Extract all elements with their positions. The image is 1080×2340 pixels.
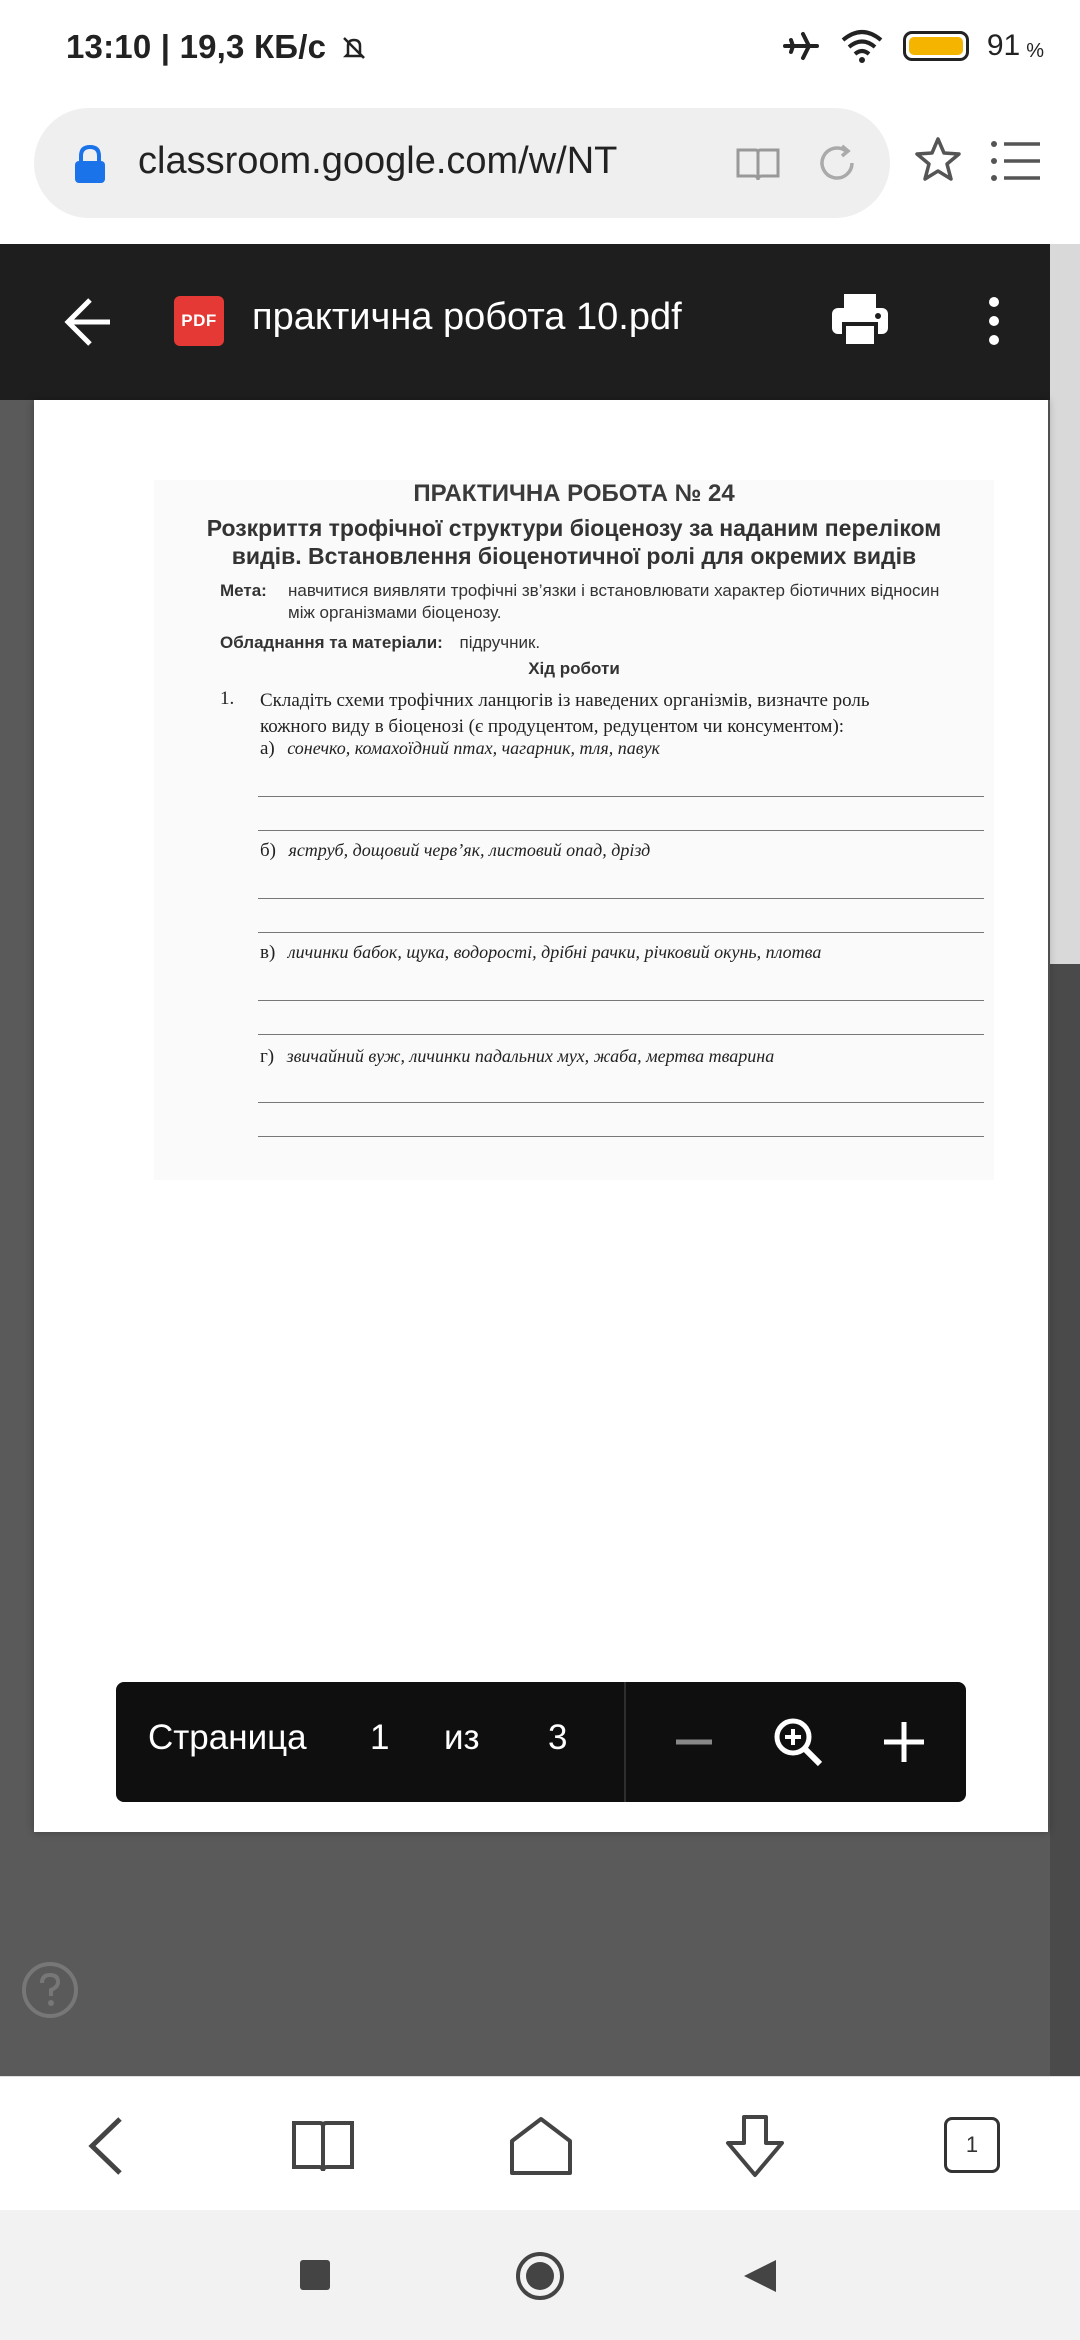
home-icon[interactable]	[506, 2113, 576, 2179]
task-item-a	[260, 738, 660, 760]
reader-mode-icon[interactable]	[734, 142, 782, 186]
task-text	[260, 688, 980, 740]
battery-icon	[903, 31, 969, 61]
total-pages: 3	[548, 1718, 568, 1757]
browser-bottom-nav	[0, 2076, 1080, 2210]
wifi-icon	[839, 26, 885, 66]
zoom-in-icon[interactable]	[874, 1712, 934, 1772]
viewer-toolbar	[0, 244, 1080, 400]
page-control-divider	[624, 1682, 626, 1802]
home-nav-icon[interactable]	[514, 2250, 566, 2302]
menu-icon[interactable]	[990, 140, 1042, 182]
help-icon[interactable]	[20, 1960, 80, 2020]
status-time-speed	[66, 28, 368, 66]
status-icons	[781, 24, 1044, 68]
task-number: 1.	[220, 688, 235, 709]
star-icon[interactable]	[914, 136, 962, 182]
of-label: из	[444, 1718, 480, 1757]
print-icon[interactable]	[830, 292, 890, 348]
download-icon[interactable]	[720, 2113, 790, 2183]
status-time-text: 13:10 | 19,3 КБ/с	[66, 28, 327, 65]
equipment-label: Обладнання та матеріали:	[220, 633, 443, 652]
zoom-fit-icon[interactable]	[768, 1712, 828, 1772]
battery-level: 91	[986, 29, 1021, 62]
scrollbar-thumb[interactable]	[1050, 244, 1080, 964]
progress-heading: Хід роботи	[528, 659, 620, 678]
document-subheading	[154, 514, 994, 570]
airplane-icon	[781, 26, 821, 66]
zoom-out-icon[interactable]	[664, 1712, 724, 1772]
pdf-page	[34, 400, 1048, 1832]
document-heading: ПРАКТИЧНА РОБОТА № 24	[413, 480, 735, 507]
tabs-button[interactable]: 1	[944, 2117, 1000, 2173]
address-bar[interactable]	[34, 108, 890, 218]
task-item-b	[260, 840, 650, 862]
item-marker: б)	[260, 840, 276, 861]
back-nav-icon[interactable]	[740, 2256, 780, 2296]
item-text: яструб, дощовий черв’як, листовий опад, дрізд	[288, 840, 651, 860]
subheading-line-2: видів. Встановлення біоценотичної ролі для окремих видів	[231, 543, 917, 569]
pdf-file-icon: PDF	[174, 296, 224, 346]
current-page[interactable]: 1	[370, 1718, 390, 1757]
lock-icon	[72, 144, 108, 184]
browser-address-row	[0, 100, 1080, 244]
bookmarks-icon[interactable]	[290, 2113, 356, 2179]
battery-fill	[909, 37, 963, 55]
item-text: звичайний вуж, личинки падальних мух, жаба, мертва тварина	[286, 1046, 775, 1066]
item-text: личинки бабок, щука, водорості, дрібні рачки, річковий окунь, плотва	[287, 942, 822, 962]
battery-unit: %	[1026, 39, 1044, 62]
goal-text	[288, 580, 988, 624]
goal-line-1: навчитися виявляти трофічні зв’язки і встановлювати характер біотичних відносин	[288, 581, 940, 600]
task-item-c	[260, 942, 821, 964]
task-item-d	[260, 1046, 774, 1068]
item-text: сонечко, комахоїдний птах, чагарник, тля, павук	[287, 738, 660, 758]
page-control-bar	[116, 1682, 966, 1802]
item-marker: г)	[260, 1046, 275, 1067]
scanned-document	[154, 480, 994, 1180]
goal-line-2: між організмами біоценозу.	[288, 603, 502, 622]
answer-line	[258, 1000, 984, 1001]
system-nav-bar	[0, 2210, 1080, 2340]
equipment-value: підручник.	[459, 633, 541, 652]
recent-apps-icon[interactable]	[298, 2258, 332, 2292]
equipment-row	[220, 632, 540, 654]
more-options-icon[interactable]	[984, 296, 1004, 346]
back-icon[interactable]	[82, 2113, 132, 2179]
answer-line	[258, 1136, 984, 1137]
task-line-1: Складіть схеми трофічних ланцюгів із наведених організмів, визначте роль	[260, 690, 870, 711]
answer-line	[258, 932, 984, 933]
answer-line	[258, 796, 984, 797]
subheading-line-1: Розкриття трофічної структури біоценозу за наданим переліком	[206, 515, 942, 541]
url-text[interactable]: classroom.google.com/w/NT	[138, 140, 618, 182]
document-title: практична робота 10.pdf	[252, 296, 682, 338]
answer-line	[258, 1034, 984, 1035]
back-arrow-icon[interactable]	[60, 294, 116, 350]
reload-icon[interactable]	[814, 140, 860, 186]
answer-line	[258, 1102, 984, 1103]
answer-line	[258, 898, 984, 899]
status-bar	[0, 0, 1080, 100]
page-label: Страница	[148, 1718, 307, 1757]
item-marker: в)	[260, 942, 276, 963]
answer-line	[258, 830, 984, 831]
item-marker: а)	[260, 738, 275, 759]
task-line-2: кожного виду в біоценозі (є продуцентом, редуцентом чи консументом):	[260, 716, 845, 737]
goal-label: Мета:	[220, 581, 267, 600]
mute-icon	[340, 34, 368, 62]
scrollbar[interactable]	[1050, 244, 1080, 2076]
